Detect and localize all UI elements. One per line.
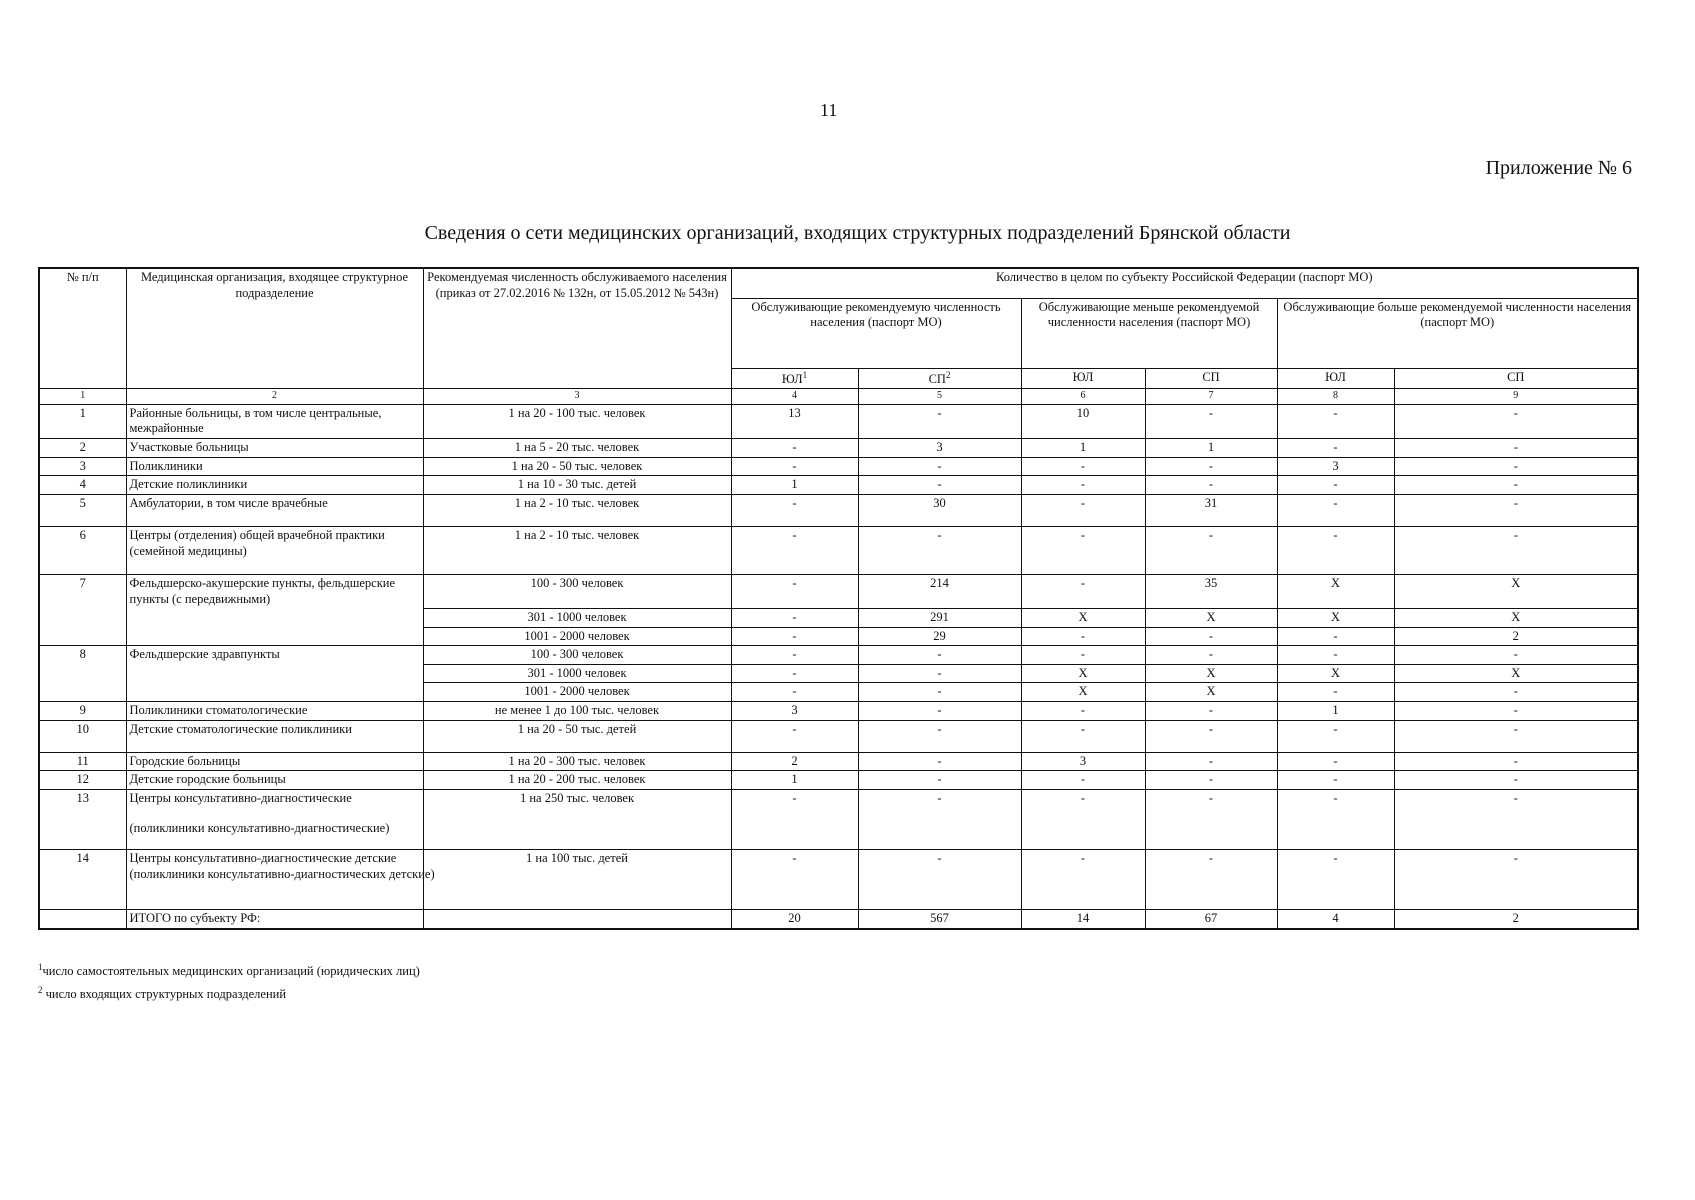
value-cell: - (1394, 752, 1638, 771)
footnote-mark: 2 (945, 369, 951, 380)
header-rec: Рекомендуемая численность обслуживаемого населения (приказ от 27.02.2016 № 132н, от 15.05.2012 № 543н) (423, 268, 731, 389)
value-cell: - (731, 608, 858, 627)
recommended-population: 1001 - 2000 человек (423, 683, 731, 702)
col-number: 4 (731, 389, 858, 405)
recommended-population: 1 на 5 - 20 тыс. человек (423, 439, 731, 458)
value-cell: - (731, 494, 858, 526)
total-empty-cell (423, 909, 731, 928)
value-cell: 3 (858, 439, 1021, 458)
value-cell: - (1145, 752, 1277, 771)
table-row (39, 476, 1638, 495)
table-body (39, 268, 1638, 929)
appendix-label: Приложение № 6 (1485, 157, 1632, 179)
value-cell: 13 (731, 404, 858, 438)
row-number: 7 (39, 574, 126, 645)
total-value: 567 (858, 909, 1021, 928)
value-cell: X (1145, 608, 1277, 627)
total-label: ИТОГО по субъекту РФ: (126, 909, 423, 928)
value-cell: - (1277, 476, 1394, 495)
row-number: 12 (39, 771, 126, 790)
total-value: 14 (1021, 909, 1145, 928)
value-cell: - (731, 457, 858, 476)
row-number: 13 (39, 789, 126, 849)
value-cell: 3 (731, 702, 858, 721)
header-num: № п/п (39, 268, 126, 389)
footnote (38, 981, 420, 1004)
value-cell: - (1021, 720, 1145, 752)
value-cell: - (1145, 627, 1277, 646)
col-number: 5 (858, 389, 1021, 405)
header-group2: Обслуживающие меньше рекомендуемой численности населения (паспорт МО) (1021, 298, 1277, 368)
value-cell: - (731, 439, 858, 458)
header-group1: Обслуживающие рекомендуемую численность населения (паспорт МО) (731, 298, 1021, 368)
header-yul-3: ЮЛ (1277, 368, 1394, 389)
header-yul-1 (731, 368, 858, 389)
recommended-population: 1 на 10 - 30 тыс. детей (423, 476, 731, 495)
org-name: Центры (отделения) общей врачебной практики (семейной медицины) (126, 526, 423, 574)
value-cell: - (858, 683, 1021, 702)
value-cell: - (858, 404, 1021, 438)
row-number: 6 (39, 526, 126, 574)
value-cell: - (858, 720, 1021, 752)
value-cell: - (1394, 720, 1638, 752)
value-cell: 3 (1277, 457, 1394, 476)
value-cell: - (1277, 849, 1394, 909)
value-cell: - (1394, 683, 1638, 702)
value-cell: - (1145, 646, 1277, 665)
value-cell: - (1394, 494, 1638, 526)
value-cell: - (1394, 404, 1638, 438)
org-name: Поликлиники стоматологические (126, 702, 423, 721)
row-number: 5 (39, 494, 126, 526)
value-cell: - (1394, 457, 1638, 476)
value-cell: 1 (731, 476, 858, 495)
col-number: 6 (1021, 389, 1145, 405)
table-row (39, 849, 1638, 909)
value-cell: - (1021, 702, 1145, 721)
value-cell: - (731, 664, 858, 683)
value-cell: 29 (858, 627, 1021, 646)
org-name-line: Центры консультативно-диагностические детские (129, 850, 397, 865)
org-name: Районные больницы, в том числе центральные, межрайонные (126, 404, 423, 438)
value-cell: - (1145, 849, 1277, 909)
total-empty-cell (39, 909, 126, 928)
value-cell: - (1394, 849, 1638, 909)
value-cell: 1 (1145, 439, 1277, 458)
value-cell: 291 (858, 608, 1021, 627)
value-cell: - (1021, 574, 1145, 608)
value-cell: - (1277, 789, 1394, 849)
value-cell: X (1021, 683, 1145, 702)
value-cell: - (731, 789, 858, 849)
value-cell: - (1394, 439, 1638, 458)
value-cell: 2 (1394, 627, 1638, 646)
header-group3: Обслуживающие больше рекомендуемой численности населения (паспорт МО) (1277, 298, 1638, 368)
value-cell: - (1394, 646, 1638, 665)
value-cell: 31 (1145, 494, 1277, 526)
value-cell: 1 (1021, 439, 1145, 458)
yul-label: ЮЛ (781, 371, 803, 386)
org-name: Поликлиники (126, 457, 423, 476)
col-number: 2 (126, 389, 423, 405)
value-cell: - (1394, 702, 1638, 721)
org-name-line: (поликлиники консультативно-диагностические) (129, 820, 390, 835)
value-cell: - (1021, 646, 1145, 665)
value-cell: - (1145, 476, 1277, 495)
sp-label: СП (928, 371, 946, 386)
value-cell: - (858, 752, 1021, 771)
page-number: 11 (820, 100, 838, 120)
value-cell: - (858, 771, 1021, 790)
recommended-population: 301 - 1000 человек (423, 608, 731, 627)
value-cell: - (1021, 526, 1145, 574)
total-value: 67 (1145, 909, 1277, 928)
value-cell: - (858, 526, 1021, 574)
recommended-population: 1 на 100 тыс. детей (423, 849, 731, 909)
org-name (126, 849, 435, 909)
value-cell: - (1277, 720, 1394, 752)
value-cell: - (1021, 476, 1145, 495)
value-cell: - (1021, 457, 1145, 476)
network-table (38, 267, 1639, 930)
value-cell: 214 (858, 574, 1021, 608)
value-cell: - (858, 702, 1021, 721)
value-cell: - (1277, 683, 1394, 702)
value-cell: X (1021, 608, 1145, 627)
table-row (39, 439, 1638, 458)
recommended-population: 1 на 2 - 10 тыс. человек (423, 526, 731, 574)
document-title (0, 222, 1695, 245)
recommended-population: не менее 1 до 100 тыс. человек (423, 702, 731, 721)
row-number: 8 (39, 646, 126, 702)
col-number: 7 (1145, 389, 1277, 405)
value-cell: - (1277, 494, 1394, 526)
table-row (39, 457, 1638, 476)
value-cell: X (1145, 664, 1277, 683)
footnotes (38, 958, 420, 1004)
value-cell: - (1145, 720, 1277, 752)
row-number: 11 (39, 752, 126, 771)
row-number: 2 (39, 439, 126, 458)
value-cell: - (1277, 627, 1394, 646)
header-row-1 (39, 268, 1638, 298)
value-cell: 10 (1021, 404, 1145, 438)
footnote-text: число входящих структурных подразделений (45, 987, 287, 1002)
recommended-population: 1 на 20 - 50 тыс. человек (423, 457, 731, 476)
footnote-mark: 1 (38, 962, 43, 972)
value-cell: - (1145, 771, 1277, 790)
value-cell: - (1145, 457, 1277, 476)
total-row (39, 909, 1638, 928)
value-cell: - (731, 627, 858, 646)
col-number: 8 (1277, 389, 1394, 405)
value-cell: - (1277, 526, 1394, 574)
org-name: Фельдшерско-акушерские пункты, фельдшерские пункты (с передвижными) (126, 574, 423, 645)
value-cell: 1 (731, 771, 858, 790)
value-cell: 35 (1145, 574, 1277, 608)
recommended-population: 100 - 300 человек (423, 646, 731, 665)
total-value: 4 (1277, 909, 1394, 928)
value-cell: - (1277, 771, 1394, 790)
value-cell: - (1277, 646, 1394, 665)
header-org: Медицинская организация, входящее структурное подразделение (126, 268, 423, 389)
row-number: 10 (39, 720, 126, 752)
recommended-population: 1 на 20 - 50 тыс. детей (423, 720, 731, 752)
recommended-population: 1 на 250 тыс. человек (423, 789, 731, 849)
table-row (39, 404, 1638, 438)
row-number: 4 (39, 476, 126, 495)
value-cell: - (1394, 526, 1638, 574)
recommended-population: 301 - 1000 человек (423, 664, 731, 683)
value-cell: - (731, 720, 858, 752)
org-name: Детские поликлиники (126, 476, 423, 495)
value-cell: - (858, 646, 1021, 665)
footnote-mark: 1 (802, 369, 808, 380)
value-cell: - (1277, 752, 1394, 771)
value-cell: X (1277, 574, 1394, 608)
value-cell: - (731, 683, 858, 702)
value-cell: - (858, 789, 1021, 849)
value-cell: - (1394, 789, 1638, 849)
org-name-line: Центры консультативно-диагностические (129, 790, 352, 805)
value-cell: - (1145, 702, 1277, 721)
value-cell: X (1394, 574, 1638, 608)
org-name-line: (поликлиники консультативно-диагностических детские) (129, 866, 435, 881)
table-row (39, 526, 1638, 574)
value-cell: 3 (1021, 752, 1145, 771)
value-cell: - (1277, 404, 1394, 438)
table-row (39, 789, 1638, 849)
table-row (39, 574, 1638, 608)
value-cell: - (1394, 771, 1638, 790)
value-cell: - (731, 574, 858, 608)
footnote (38, 958, 420, 981)
table-row (39, 720, 1638, 752)
row-number: 9 (39, 702, 126, 721)
value-cell: - (858, 476, 1021, 495)
value-cell: X (1277, 664, 1394, 683)
value-cell: X (1394, 664, 1638, 683)
table-row (39, 752, 1638, 771)
header-sp-2: СП (1145, 368, 1277, 389)
total-value: 2 (1394, 909, 1638, 928)
col-number: 3 (423, 389, 731, 405)
col-number: 9 (1394, 389, 1638, 405)
header-sp-1 (858, 368, 1021, 389)
total-value: 20 (731, 909, 858, 928)
value-cell: - (1145, 789, 1277, 849)
value-cell: - (858, 849, 1021, 909)
table-row (39, 702, 1638, 721)
org-name: Детские городские больницы (126, 771, 423, 790)
header-total-group: Количество в целом по субъекту Российской Федерации (паспорт МО) (731, 268, 1638, 298)
value-cell: X (1021, 664, 1145, 683)
table-row (39, 494, 1638, 526)
recommended-population: 1 на 20 - 300 тыс. человек (423, 752, 731, 771)
org-name: Фельдшерские здравпункты (126, 646, 423, 702)
col-number: 1 (39, 389, 126, 405)
org-name: Городские больницы (126, 752, 423, 771)
footnote-text: число самостоятельных медицинских организаций (юридических лиц) (42, 964, 420, 979)
value-cell: 30 (858, 494, 1021, 526)
value-cell: X (1394, 608, 1638, 627)
value-cell: - (1145, 404, 1277, 438)
value-cell: - (1021, 494, 1145, 526)
value-cell: 1 (1277, 702, 1394, 721)
org-name: Детские стоматологические поликлиники (126, 720, 423, 752)
value-cell: - (1021, 789, 1145, 849)
recommended-population: 1001 - 2000 человек (423, 627, 731, 646)
org-name (126, 789, 423, 849)
document-title-text: Сведения о сети медицинских организаций, входящих структурных подразделений Брянской области (424, 222, 1291, 244)
value-cell: - (1277, 439, 1394, 458)
value-cell: - (858, 457, 1021, 476)
value-cell: X (1145, 683, 1277, 702)
row-number: 1 (39, 404, 126, 438)
org-name: Участковые больницы (126, 439, 423, 458)
column-number-row (39, 389, 1638, 405)
table-row (39, 646, 1638, 665)
header-yul-2: ЮЛ (1021, 368, 1145, 389)
value-cell: - (1021, 849, 1145, 909)
recommended-population: 100 - 300 человек (423, 574, 731, 608)
recommended-population: 1 на 20 - 100 тыс. человек (423, 404, 731, 438)
row-number: 14 (39, 849, 126, 909)
value-cell: - (1394, 476, 1638, 495)
header-sp-3: СП (1394, 368, 1638, 389)
value-cell: - (1145, 526, 1277, 574)
value-cell: - (1021, 771, 1145, 790)
value-cell: - (731, 646, 858, 665)
table-row (39, 771, 1638, 790)
recommended-population: 1 на 20 - 200 тыс. человек (423, 771, 731, 790)
value-cell: - (858, 664, 1021, 683)
value-cell: X (1277, 608, 1394, 627)
value-cell: 2 (731, 752, 858, 771)
value-cell: - (1021, 627, 1145, 646)
org-name: Амбулатории, в том числе врачебные (126, 494, 423, 526)
value-cell: - (731, 526, 858, 574)
recommended-population: 1 на 2 - 10 тыс. человек (423, 494, 731, 526)
value-cell: - (731, 849, 858, 909)
footnote-mark: 2 (38, 985, 43, 996)
row-number: 3 (39, 457, 126, 476)
